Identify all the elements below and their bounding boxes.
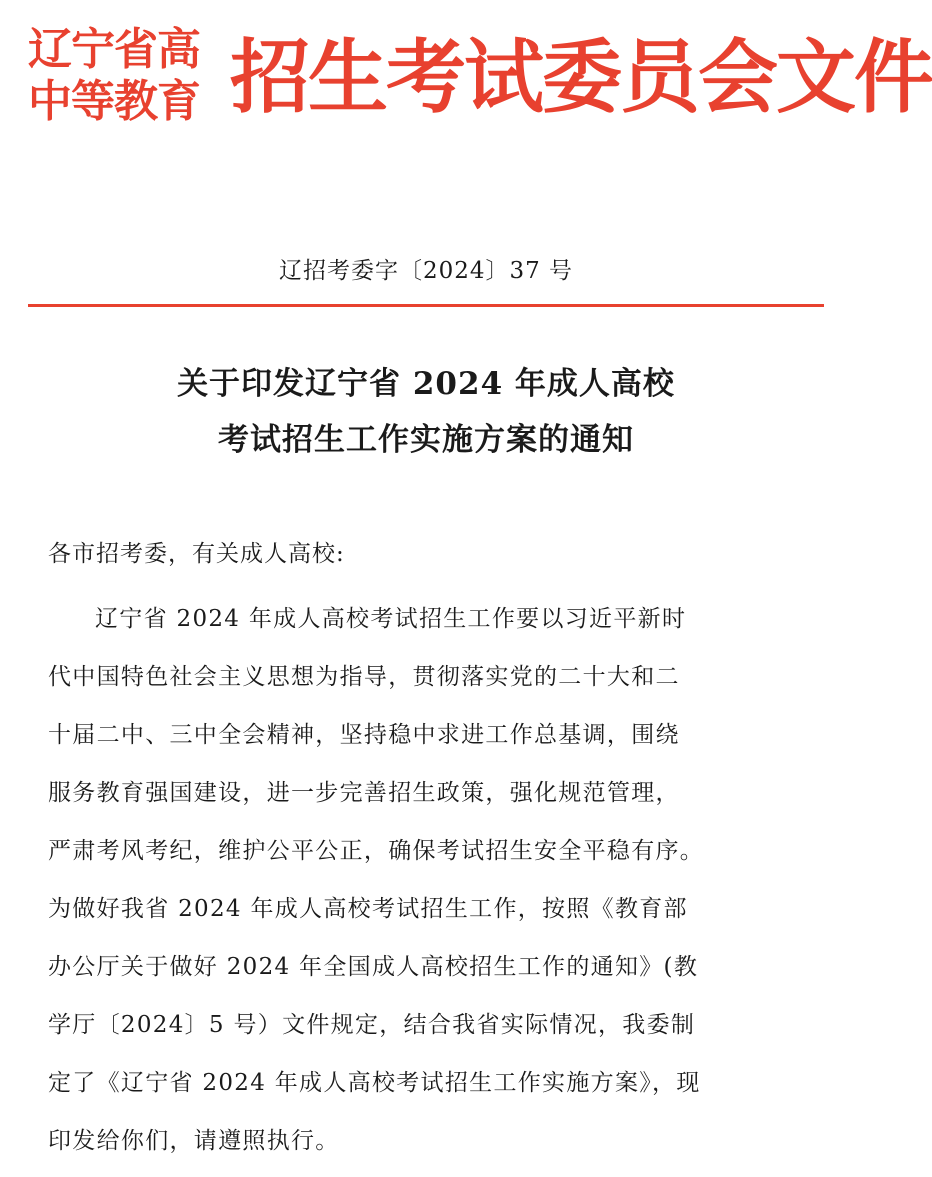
body-paragraph bbox=[48, 590, 828, 1170]
body-line: 印发给你们，请遵照执行。 bbox=[48, 1128, 340, 1154]
document-title bbox=[0, 356, 852, 468]
body-line: 为做好我省 2024 年成人高校考试招生工作，按照《教育部 bbox=[48, 896, 688, 922]
body-line: 服务教育强国建设，进一步完善招生政策，强化规范管理， bbox=[48, 780, 680, 806]
body-line: 辽宁省 2024 年成人高校考试招生工作要以习近平新时 bbox=[95, 606, 687, 632]
document-number: 辽招考委字〔2024〕37 号 bbox=[278, 258, 574, 284]
body-line: 十届二中、三中全会精神，坚持稳中求进工作总基调，围绕 bbox=[48, 722, 680, 748]
masthead-left-line-1: 辽宁省高 bbox=[28, 24, 200, 75]
body-line: 严肃考风考纪，维护公平公正，确保考试招生安全平稳有序。 bbox=[48, 838, 705, 864]
title-line-2: 考试招生工作实施方案的通知 bbox=[218, 422, 634, 458]
body-line: 学厅〔2024〕5 号）文件规定，结合我省实际情况，我委制 bbox=[48, 1012, 696, 1038]
red-divider-line bbox=[28, 304, 824, 307]
masthead-issuer-left bbox=[28, 24, 228, 128]
masthead bbox=[28, 18, 932, 148]
salutation: 各市招考委，有关成人高校: bbox=[48, 541, 345, 567]
title-line-1: 关于印发辽宁省 2024 年成人高校 bbox=[177, 366, 675, 402]
body-line: 办公厅关于做好 2024 年全国成人高校招生工作的通知》(教 bbox=[48, 954, 699, 980]
body-line: 代中国特色社会主义思想为指导，贯彻落实党的二十大和二 bbox=[48, 664, 680, 690]
body-line: 定了《辽宁省 2024 年成人高校考试招生工作实施方案》，现 bbox=[48, 1070, 701, 1096]
masthead-left-line-2: 中等教育 bbox=[28, 76, 200, 127]
masthead-issuer-right: 招生考试委员会文件 bbox=[230, 31, 932, 124]
